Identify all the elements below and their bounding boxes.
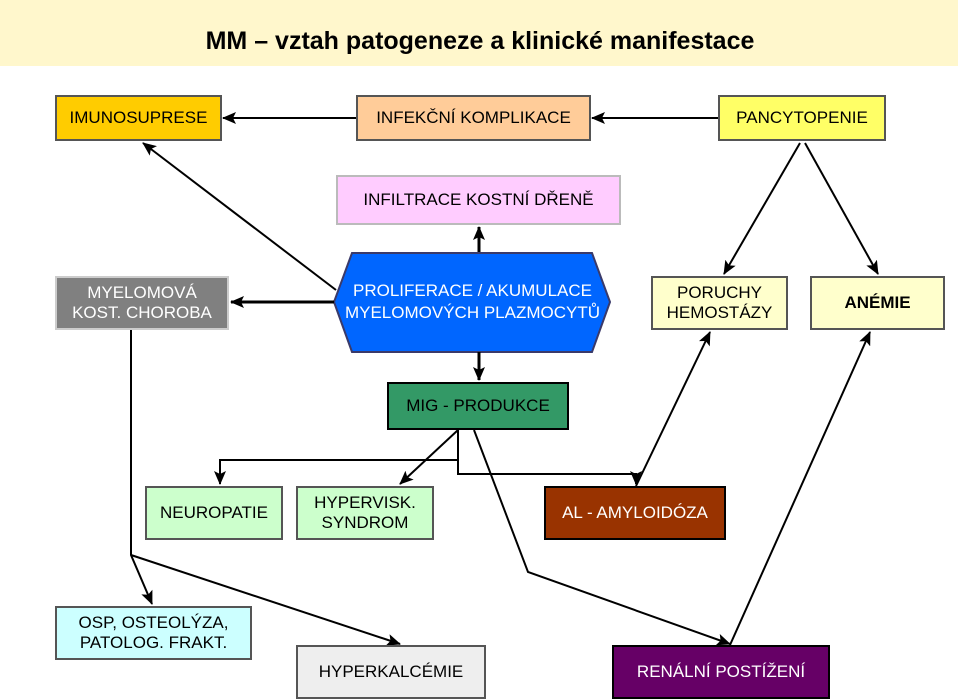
node-poruchy-line-1: PORUCHY: [676, 283, 762, 303]
diagram-title: MM – vztah patogeneze a klinické manifestace: [205, 27, 755, 55]
node-osp-osteolyza: [55, 606, 252, 660]
node-hyperkalcemie-label: HYPERKALCÉMIE: [318, 662, 464, 682]
node-hypervisk-line-1: HYPERVISK.: [314, 493, 416, 513]
node-neuropatie-label: NEUROPATIE: [160, 503, 268, 523]
node-infekcni-komplikace: [356, 95, 591, 141]
node-myelomova-kostni-choroba: [55, 276, 229, 330]
node-infiltrace-label: INFILTRACE KOSTNÍ DŘENĚ: [363, 190, 594, 210]
node-hyperkalcemie: [296, 645, 486, 699]
node-osp-line-2: PATOLOG. FRAKT.: [79, 633, 228, 652]
node-mig-label: MIG - PRODUKCE: [406, 396, 550, 416]
node-imunosuprese-label: IMUNOSUPRESE: [69, 108, 208, 128]
node-imunosuprese: [55, 95, 222, 141]
arrow-proliferace-imunosuprese: [143, 143, 336, 290]
node-myelomova-line-1: MYELOMOVÁ: [87, 283, 197, 303]
node-amyloidoza-label: AL - AMYLOIDÓZA: [562, 503, 708, 523]
arrow-renal-anemie: [730, 332, 870, 645]
node-infekcni-komplikace-label: INFEKČNÍ KOMPLIKACE: [376, 108, 571, 128]
node-pancytopenie-label: PANCYTOPENIE: [736, 108, 868, 128]
node-hypervisk-syndrom: [296, 486, 434, 540]
node-proliferace-line-2: MYELOMOVÝCH PLAZMOCYTŮ: [344, 303, 601, 322]
node-al-amyloidoza: [544, 486, 726, 540]
node-renalni-label: RENÁLNÍ POSTÍŽENÍ: [636, 662, 806, 682]
node-anemie-label: ANÉMIE: [844, 293, 911, 313]
arrow-amyloidoza-poruchy: [636, 332, 710, 486]
node-proliferace-line-1: PROLIFERACE / AKUMULACE: [352, 280, 592, 300]
node-infiltrace-kostni-drene: [336, 175, 621, 225]
arrow-mig-neuropatie: [220, 430, 458, 484]
node-osp-line-1: OSP, OSTEOLÝZA,: [78, 613, 229, 633]
arrow-myelomova-osp: [131, 330, 152, 604]
node-myelomova-line-2: KOST. CHOROBA: [72, 303, 212, 322]
node-poruchy-line-2: HEMOSTÁZY: [666, 303, 773, 322]
node-hypervisk-line-2: SYNDROM: [321, 513, 409, 532]
node-proliferace-akumulace: [334, 252, 611, 352]
node-renalni-postizeni: [612, 645, 830, 699]
node-anemie: [810, 276, 945, 330]
node-mig-produkce: [387, 382, 569, 430]
arrow-pancytopenie-anemie: [805, 143, 878, 274]
arrow-pancytopenie-poruchy: [724, 143, 800, 274]
node-neuropatie: [145, 486, 283, 540]
arrow-mig-hypervisk: [400, 430, 458, 484]
node-pancytopenie: [718, 95, 886, 141]
node-poruchy-hemostazy: [651, 276, 788, 330]
